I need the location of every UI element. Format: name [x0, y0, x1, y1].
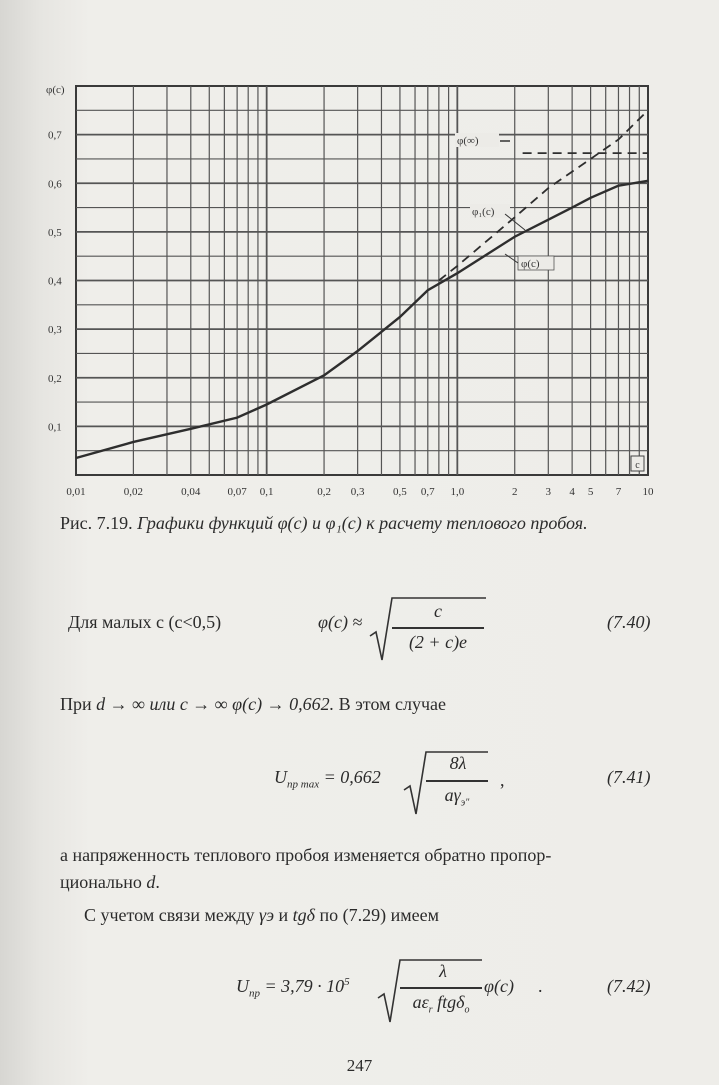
para3-gamma: γэ	[258, 905, 275, 925]
annotation-phi: φ(c)	[521, 258, 540, 270]
y-tick-label: 0,2	[48, 372, 62, 385]
series-line	[76, 181, 648, 458]
x-tick-label: 0,02	[123, 486, 144, 498]
eq741-coef: = 0,662	[319, 767, 381, 787]
x-tick-label: 4	[569, 486, 575, 498]
eq740-lead-text: Для малых c (c<0,5)	[68, 612, 222, 632]
eq742-fraction-bar	[400, 987, 482, 989]
para1-limit: d → ∞ или c → ∞ φ(c) → 0,662.	[96, 694, 335, 714]
x-tick-label: 0,04	[181, 486, 201, 498]
para1-pre: При	[60, 694, 97, 714]
x-tick-label: 0,5	[393, 486, 407, 498]
caption-text: Графики функций φ(c) и φ₁(c) к расчету теплового пробоя.	[137, 513, 588, 533]
eq741-den-text: aγ	[444, 785, 461, 805]
x-axis-corner-label: c	[635, 460, 640, 471]
chart	[0, 0, 719, 500]
para3-pre: С учетом связи между	[84, 905, 259, 925]
para2-pre: ционально	[60, 872, 147, 892]
para2-post: .	[155, 872, 160, 892]
x-tick-label: 7	[615, 486, 622, 498]
eq742-tail: φ(c)	[484, 976, 514, 996]
eq741-comma: ,	[500, 770, 505, 790]
x-tick-label: 0,2	[317, 486, 331, 498]
eq742-coef: = 3,79 · 10	[260, 976, 345, 996]
paragraph-limit	[60, 694, 446, 715]
eq740-numerator: c	[434, 601, 442, 621]
eq741-numerator: 8λ	[449, 753, 467, 773]
eq741-den-sub: э"	[460, 797, 470, 809]
caption-prefix: Рис. 7.19.	[60, 513, 138, 533]
eq742-dot: .	[538, 976, 543, 996]
x-tick-label: 5	[587, 486, 594, 498]
eq742-denominator	[400, 992, 482, 1016]
eq742-den-sub1: r	[428, 1004, 433, 1016]
x-tick-label: 0,01	[66, 486, 86, 498]
eq742-number: (7.42)	[607, 976, 651, 996]
eq742-lhs	[236, 976, 350, 1000]
paragraph-relation	[84, 905, 439, 926]
eq740-lead	[68, 612, 221, 633]
eq741-lhs-symbol: U	[274, 767, 287, 787]
para1-post: В этом случае	[334, 694, 446, 714]
eq742-lhs-symbol: U	[236, 976, 249, 996]
y-tick-label: 0,7	[48, 129, 62, 142]
x-tick-label: 0,7	[420, 486, 435, 498]
y-tick-label: 0,4	[48, 275, 62, 288]
para3-post: по (7.29) имеем	[315, 905, 440, 925]
eq741-number: (7.41)	[607, 767, 651, 787]
paragraph-intensity-line1: а напряженность теплового пробоя изменяется обратно пропор-	[60, 845, 552, 865]
x-tick-label: 3	[545, 486, 552, 498]
y-tick-label: 0,1	[48, 421, 62, 434]
y-tick-label: 0,5	[48, 226, 62, 239]
eq742-exp: 5	[344, 976, 350, 988]
eq742-den-mid: ftgδ	[432, 992, 465, 1012]
x-tick-label: 1,0	[450, 486, 465, 498]
eq740-fraction-bar	[392, 627, 484, 629]
eq741-fraction-bar	[426, 780, 488, 782]
annotation-phi1: φ₁(c)	[472, 206, 495, 218]
eq740-denominator: (2 + c)e	[408, 632, 468, 652]
eq740-lhs: φ(c) ≈	[318, 612, 363, 632]
eq741-lhs-sub: пр max	[287, 778, 320, 791]
y-axis-title: φ(c)	[46, 84, 65, 96]
figure-caption	[60, 513, 700, 534]
para3-mid: и	[274, 905, 293, 925]
x-tick-label: 10	[642, 486, 654, 498]
y-tick-label: 0,6	[48, 178, 62, 191]
annotation-phi-inf: φ(∞)	[457, 135, 479, 147]
eq741-denominator	[426, 785, 488, 809]
eq740-number: (7.40)	[607, 612, 651, 632]
x-tick-label: 0,3	[350, 486, 365, 498]
x-tick-label: 0,1	[259, 486, 274, 498]
y-tick-label: 0,3	[48, 324, 62, 337]
para3-tgdelta: tgδ	[292, 905, 316, 925]
x-tick-label: 0,07	[227, 486, 247, 498]
paragraph-intensity-line2	[60, 872, 160, 893]
page-number: 247	[346, 1056, 373, 1075]
para2-var: d	[146, 872, 156, 892]
x-tick-label: 2	[511, 486, 518, 498]
eq742-numerator: λ	[439, 961, 447, 981]
eq742-den-sub2: o	[464, 1004, 470, 1016]
eq742-den-a: aε	[412, 992, 429, 1012]
annotation-leader	[505, 254, 518, 263]
eq742-lhs-sub: пр	[249, 987, 260, 1000]
eq741-lhs	[274, 767, 381, 791]
